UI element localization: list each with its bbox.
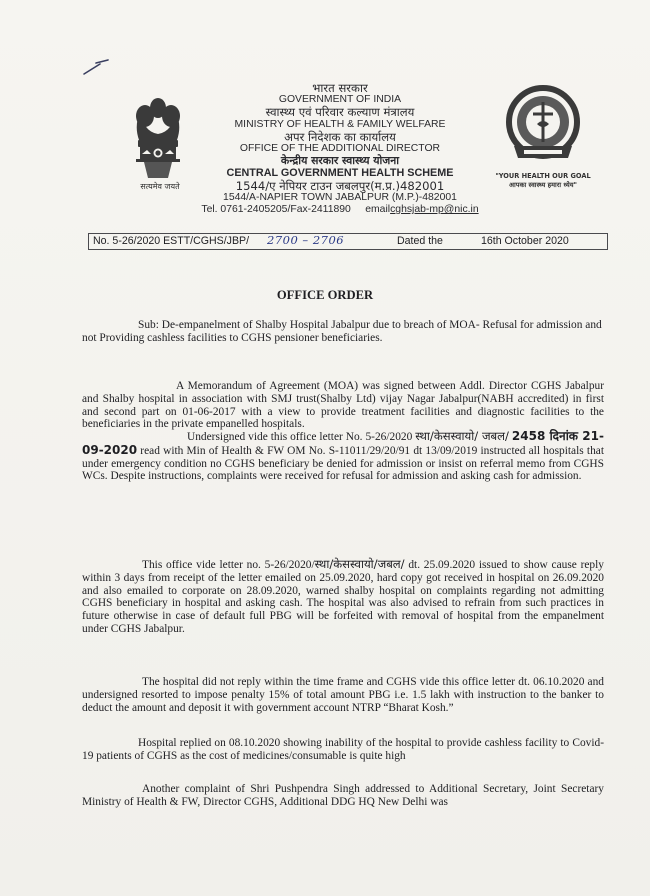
- cghs-tagline: [480, 172, 606, 190]
- address-label: 1544/A-NAPIER TOWN JABALPUR (M.P.)-482001: [223, 191, 457, 203]
- paragraph-instructions: [82, 430, 604, 483]
- letterhead: [200, 82, 480, 216]
- state-emblem-icon: [130, 92, 186, 184]
- hi-ministry-label: स्वास्थ्य एवं परिवार कल्याण मंत्रालय: [265, 105, 415, 120]
- ministry-label: MINISTRY OF HEALTH & FAMILY WELFARE: [234, 118, 446, 130]
- p3-text-a: This office vide letter no. 5-26/2020/: [142, 559, 315, 571]
- scheme-label: CENTRAL GOVERNMENT HEALTH SCHEME: [226, 167, 454, 180]
- email-label: email: [365, 204, 391, 216]
- paragraph-complaint: Another complaint of Shri Pushpendra Singh addressed to Additional Secretary, Joint Secretary Ministry of Health & FW, Director CGHS, Additional DDG HQ New Delhi was: [82, 783, 604, 808]
- page-title: OFFICE ORDER: [276, 288, 374, 302]
- dated-label: Dated the: [397, 235, 443, 247]
- email-link[interactable]: cghsjab-mp@nic.in: [390, 204, 479, 216]
- paragraph-show-cause: [82, 558, 604, 636]
- reference-date: 16th October 2020: [481, 235, 569, 247]
- office-label: OFFICE OF THE ADDITIONAL DIRECTOR: [239, 143, 441, 155]
- hi-government-label: भारत सरकार: [312, 81, 368, 95]
- hi-scheme-label: केन्द्रीय सरकार स्वास्थ्य योजना: [280, 154, 400, 168]
- subject-line: Sub: De-empanelment of Shalby Hospital Jabalpur due to breach of MOA- Refusal for admission and not Providing cashless facilities to CGHS pensioner beneficiaries.: [82, 319, 602, 345]
- paragraph-hospital-reply: Hospital replied on 08.10.2020 showing inability of the hospital to provide cashless facility to Covid-19 patients of CGHS as the cost of medicines/consumable is quite high: [82, 737, 604, 762]
- paragraph-moa: A Memorandum of Agreement (MOA) was signed between Addl. Director CGHS Jabalpur and Shalby hospital in association with SMJ trust(Shalby Ltd) vijay Nagar Jabalpur(NABH accredited) in first and second part on 01-06-2017 with a view to provide treatment facilities and diagnostic facilities to the beneficiaries in the private empanelled hospitals.: [82, 380, 604, 431]
- reference-box: [88, 233, 608, 250]
- p3-text-b: dt. 25.09.2020 issued to show cause reply within 3 days from receipt of the letter emailed on 25.09.2020, hard copy got received in hospital on 26.09.2020 and also emailed to corporate on 28.09.2020, warned shalby hospital on complaints regarding not admitting CGHS beneficiary in hospital and asking cash. The hospital was also advised to refrain from such practices in future otherwise in case of default full PBG will be forfeited with removal of hospital from the empanelment under CGHS Jabalpur.: [82, 559, 604, 635]
- cghs-logo-icon: [504, 84, 582, 166]
- p2-text-b: read with Min of Health & FW OM No. S-11011/29/20/91 dt 13/09/2019 instructed all hospitals that under emergency condition no CGHS beneficiary be denied for admission or insist on referral memo from CGHS WCs. Despite instructions, complaints were received for refusal for admission and asking cash for admission.: [82, 444, 604, 483]
- paragraph-penalty: The hospital did not reply within the time frame and CGHS vide this office letter dt. 06.10.2020 and undersigned resorted to impose penalty 15% of total amount PBG i.e. 1.5 lakh with instruction to the banker to deduct the amount and deposit it with government account NTRP “Bharat Kosh.”: [82, 676, 604, 714]
- contact-line: [200, 204, 480, 216]
- hi-address-label: 1544/ए नेपियर टाउन जबलपुर(म.प्र.)482001: [235, 178, 445, 193]
- government-label: GOVERNMENT OF INDIA: [278, 94, 402, 106]
- reference-number: No. 5-26/2020 ESTT/CGHS/JBP/: [93, 235, 250, 247]
- p2-hindi-ref: स्था/केसस्वायो/ जबल/: [415, 429, 509, 443]
- p3-hindi-ref: स्था/केसस्वायो/जबल/: [314, 557, 405, 571]
- tagline-english: "YOUR HEALTH OUR GOAL: [495, 172, 591, 180]
- phone-fax: Tel. 0761-2405205/Fax-2411890: [201, 204, 351, 216]
- emblem-motto: सत्यमेव जयते: [140, 182, 180, 191]
- tagline-hindi: आपका स्वास्थ्य हमारा ध्येय": [508, 181, 577, 189]
- handwritten-dispatch-number: 2700 – 2706: [267, 233, 345, 247]
- p2-text-a: Undersigned vide this office letter No. 5-26/2020: [187, 431, 416, 443]
- pen-stroke-mark: [82, 58, 112, 78]
- hi-office-label: अपर निदेशक का कार्यालय: [284, 129, 396, 144]
- p2-hindi-date: 2458 दिनांक 21-09-2020: [82, 429, 604, 457]
